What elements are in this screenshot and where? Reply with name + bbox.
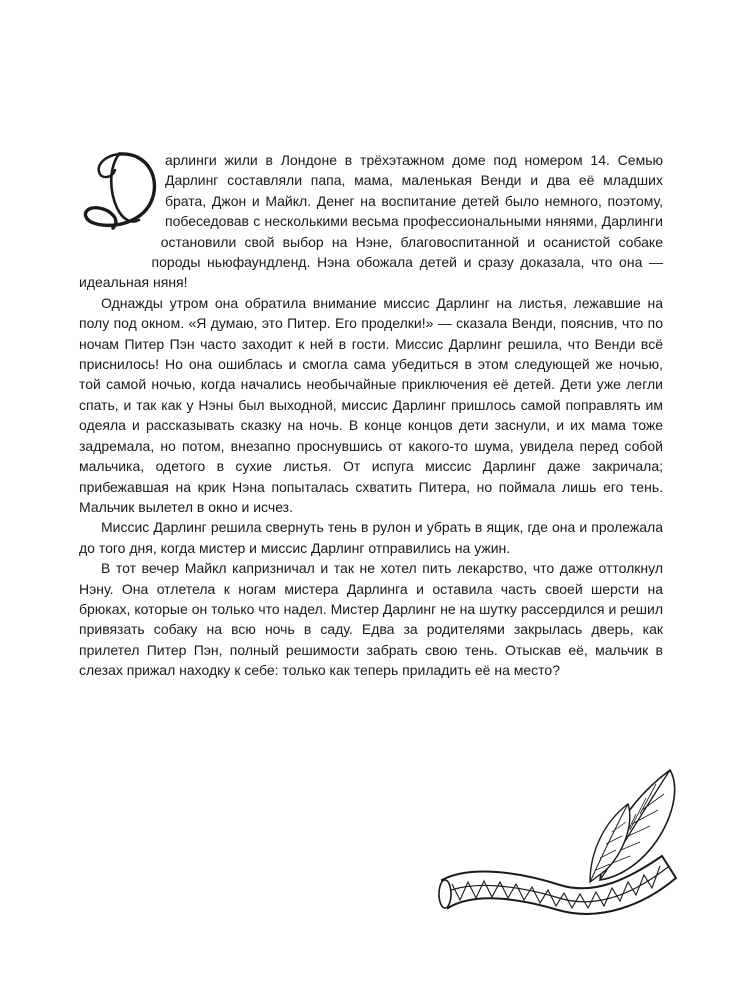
- dropcap: [79, 150, 161, 270]
- paragraph-3: Миссис Дарлинг решила свернуть тень в рулон и убрать в ящик, где она и пролежала до того дня, когда мистер и миссис Дарлинг отправились на ужин.: [79, 519, 663, 556]
- feather-headband-icon: [430, 760, 690, 945]
- paragraph-1: арлинги жили в Лондоне в трёхэтажном доме под номером 14. Семью Дарлинг составляли папа, мама, маленькая Венди и два её младших брата, Джон и Майкл. Денег на воспитание детей было немного, поэтому, побеседовав с несколькими весьма профессиональными нянями, Дарлинги остановили свой выбор на Нэне, благовоспитанной и осанистой собаке породы ньюфаундленд. Нэна обожала детей и сразу доказала, что она — идеальная няня!: [79, 152, 663, 291]
- dropcap-letter-d-icon: [79, 150, 161, 232]
- paragraph-2: Однажды утром она обратила внимание миссис Дарлинг на листья, лежавшие на полу под окном. «Я думаю, это Питер. Его проделки!» — сказала Венди, пояснив, что по ночам Питер Пэн часто заходит к ней в гости. Миссис Дарлинг решила, что Венди всё приснилось! Но она ошиблась и смогла сама убедиться в этом следующей же ночью, той самой ночью, когда начались необычайные приключения её детей. Дети уже легли спать, и так как у Нэны был выходной, миссис Дарлинг пришлось самой поправлять им одеяла и рассказывать сказку на ночь. В конце концов дети заснули, и их мама тоже задремала, но потом, внезапно проснувшись от какого-то шума, увидела перед собой мальчика, одетого в сухие листья. От испуга миссис Дарлинг даже закричала; прибежавшая на крик Нэна попыталась схватить Питера, но поймала лишь его тень. Мальчик вылетел в окно и исчез.: [79, 294, 663, 515]
- dropcap-letter: Д: [79, 150, 80, 151]
- paragraph-4: В тот вечер Майкл капризничал и так не хотел пить лекарство, что даже оттолкнул Нэну. Она отлетела к ногам мистера Дарлинга и оставила часть своей шерсти на брюках, которые он только что надел. Мистер Дарлинг не на шутку рассердился и решил привязать собаку на всю ночь в саду. Едва за родителями закрылась дверь, как прилетел Питер Пэн, полный решимости забрать свою тень. Отыскав её, мальчик в слезах прижал находку к себе: только как теперь приладить её на место?: [79, 560, 663, 679]
- story-text: [79, 150, 663, 681]
